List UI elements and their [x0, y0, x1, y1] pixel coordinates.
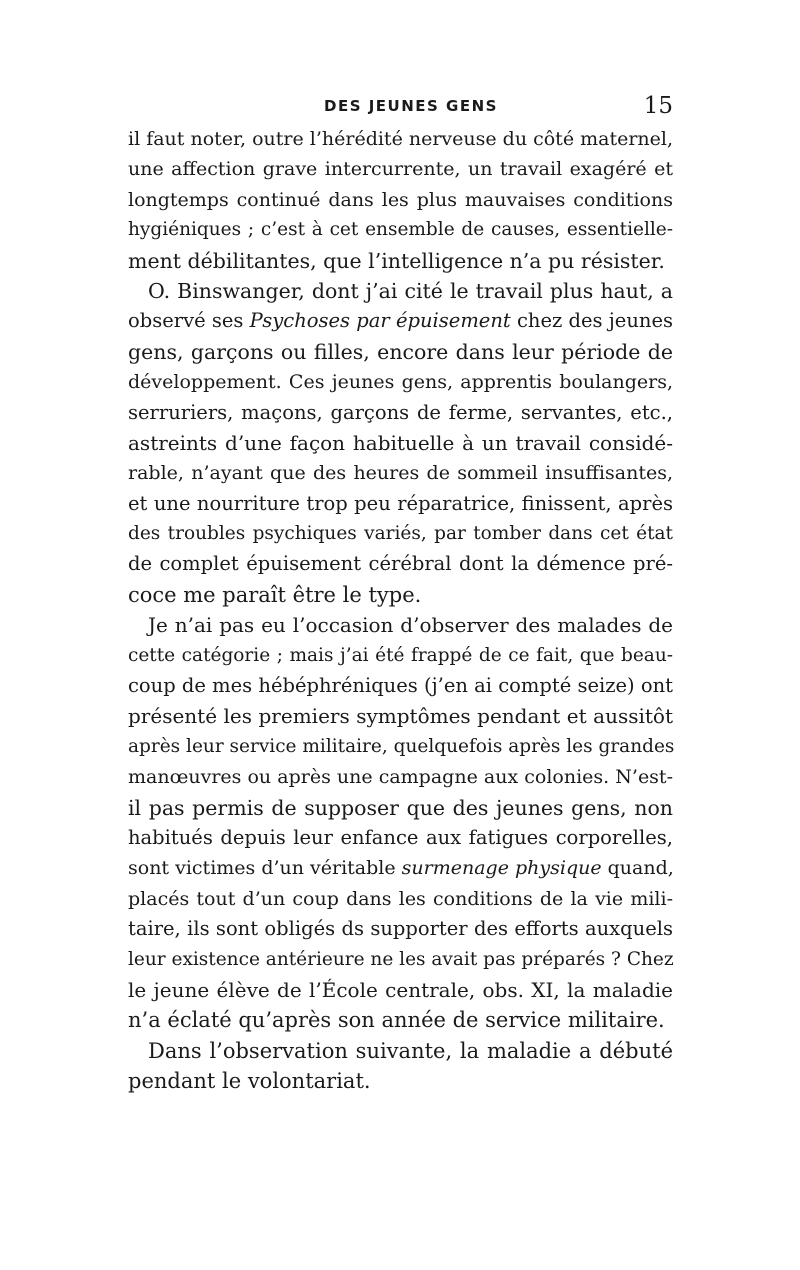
text-line: longtemps continué dans les plus mauvaises conditions — [128, 188, 673, 211]
text-line: il pas permis de supposer que des jeunes gens, non — [128, 795, 673, 820]
italic-title: Psychoses par épuisement — [249, 309, 511, 333]
text-line: taire, ils sont obligés ds supporter des efforts auxquels — [128, 917, 673, 941]
text-line: serruriers, maçons, garçons de ferme, servantes, etc., — [128, 400, 673, 424]
text-line: placés tout d’un coup dans les conditions de la vie mili- — [128, 887, 673, 910]
text-line: il faut noter, outre l’hérédité nerveuse du côté maternel, — [128, 128, 674, 150]
text-line: ment débilitantes, que l’intelligence n’a pu résister. — [128, 248, 665, 273]
text-line: et une nourriture trop peu réparatrice, finissent, après — [128, 491, 673, 515]
text-line: Je n’ai pas eu l’occasion d’observer des malades de — [148, 613, 673, 638]
text-line: manœuvres ou après une campagne aux colonies. N’est- — [128, 766, 673, 789]
text-line: développement. Ces jeunes gens, apprentis boulangers, — [128, 371, 673, 394]
text-line: gens, garçons ou filles, encore dans leur période de — [128, 339, 673, 364]
text-line: pendant le volontariat. — [128, 1069, 371, 1094]
text-line: astreints d’une façon habituelle à un travail considé- — [128, 430, 673, 455]
text-line: hygiéniques ; c’est à cet ensemble de causes, essentielle- — [128, 219, 673, 241]
text-line: Dans l’observation suivante, la maladie a débuté — [148, 1038, 673, 1063]
text-line: présenté les premiers symptômes pendant et aussitôt — [128, 704, 673, 729]
italic-term: surmenage physique — [401, 857, 602, 880]
running-head — [128, 93, 673, 123]
text-line: habitués depuis leur enfance aux fatigues corporelles, — [128, 825, 673, 849]
text-line: O. Binswanger, dont j’ai cité le travail plus haut, a — [148, 278, 673, 303]
text-line: sont victimes d’un véritable surmenage physique quand, — [128, 857, 674, 880]
text-line: n’a éclaté qu’après son année de service militaire. — [128, 1008, 665, 1033]
text-line: leur existence antérieure ne les avait pas préparés ? Chez — [128, 948, 674, 970]
text-line: le jeune élève de l’École centrale, obs. XI, la maladie — [128, 977, 673, 1002]
text-line: de complet épuisement cérébral dont la démence pré- — [128, 552, 673, 576]
text-line: observé ses Psychoses par épuisement chez des jeunes — [128, 309, 674, 333]
text-line: cette catégorie ; mais j’ai été frappé de ce fait, que beau- — [128, 644, 673, 666]
text-line: des troubles psychiques variés, par tomber dans cet état — [128, 523, 673, 545]
page-number: 15 — [643, 93, 673, 119]
text-line: une affection grave intercurrente, un travail exagéré et — [128, 158, 673, 181]
text-line: rable, n’ayant que des heures de sommeil insuffisantes, — [128, 462, 673, 485]
body-text — [128, 124, 673, 1097]
text-line: coup de mes hébéphréniques (j’en ai compté seize) ont — [128, 674, 673, 698]
text-line: après leur service militaire, quelquefois après les grandes — [128, 735, 675, 757]
running-title: DES JEUNES GENS — [324, 97, 498, 115]
text-line: coce me paraît être le type. — [128, 582, 422, 607]
